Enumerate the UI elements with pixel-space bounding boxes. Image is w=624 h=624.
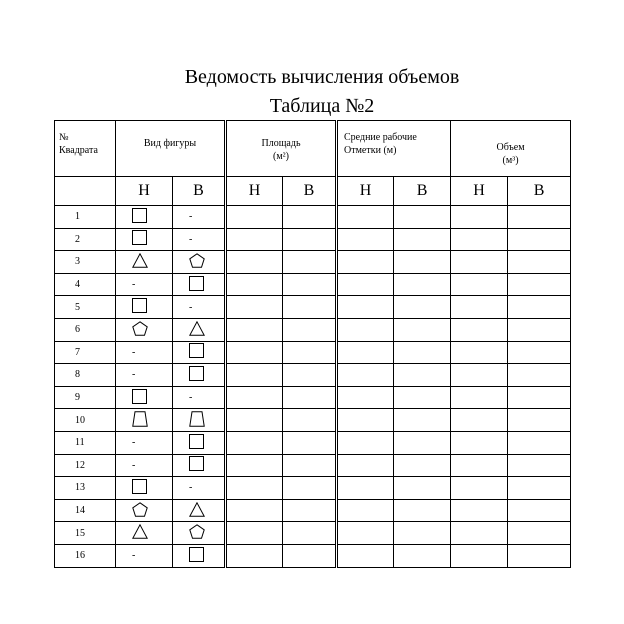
cell-marks-n — [337, 454, 394, 477]
cell-marks-n — [337, 544, 394, 567]
document-title: Ведомость вычисления объемов — [184, 66, 460, 88]
square-icon — [132, 298, 147, 316]
subheader-area-v: В — [283, 177, 337, 206]
header-area: Площадь (м²) — [226, 121, 337, 177]
cell-volume-n — [451, 364, 508, 387]
cell-area-n — [226, 454, 283, 477]
cell-volume-v — [508, 544, 571, 567]
cell-marks-v — [394, 296, 451, 319]
table-row — [55, 364, 571, 387]
cell-area-v — [283, 364, 337, 387]
cell-volume-n — [451, 544, 508, 567]
figure-n-dash — [116, 431, 173, 454]
triangle-icon — [132, 253, 148, 271]
cell-volume-v — [508, 273, 571, 296]
table-row — [55, 206, 571, 229]
cell-area-n — [226, 409, 283, 432]
cell-marks-v — [394, 522, 451, 545]
table-row — [55, 318, 571, 341]
header-figure-type: Вид фигуры — [116, 121, 226, 177]
square-number: 14 — [55, 499, 116, 522]
cell-area-v — [283, 228, 337, 251]
cell-volume-v — [508, 296, 571, 319]
figure-v-dash — [173, 296, 226, 319]
square-number: 6 — [55, 318, 116, 341]
figure-n-dash — [116, 364, 173, 387]
pentagon-icon — [132, 502, 148, 520]
table-row — [55, 409, 571, 432]
header-volume: Объем (м³) — [451, 121, 571, 177]
cell-area-v — [283, 454, 337, 477]
cell-area-v — [283, 386, 337, 409]
cell-volume-n — [451, 273, 508, 296]
cell-area-n — [226, 251, 283, 274]
subheader-volume-v: В — [508, 177, 571, 206]
table-row — [55, 431, 571, 454]
cell-volume-n — [451, 409, 508, 432]
figure-v-square — [173, 544, 226, 567]
cell-marks-v — [394, 251, 451, 274]
figure-n-square — [116, 296, 173, 319]
figure-n-triangle — [116, 522, 173, 545]
cell-volume-v — [508, 454, 571, 477]
square-number: 16 — [55, 544, 116, 567]
cell-volume-n — [451, 318, 508, 341]
figure-v-dash — [173, 206, 226, 229]
figure-n-dash — [116, 341, 173, 364]
cell-area-n — [226, 296, 283, 319]
cell-marks-v — [394, 318, 451, 341]
square-number: 1 — [55, 206, 116, 229]
cell-area-v — [283, 409, 337, 432]
cell-volume-v — [508, 477, 571, 500]
square-number: 4 — [55, 273, 116, 296]
dash: - — [132, 550, 136, 562]
cell-area-n — [226, 364, 283, 387]
table-title: Таблица №2 — [269, 95, 375, 117]
dash: - — [132, 346, 136, 358]
figure-n-pentagon — [116, 499, 173, 522]
square-icon — [189, 547, 204, 565]
figure-n-triangle — [116, 251, 173, 274]
table-row — [55, 296, 571, 319]
square-number: 5 — [55, 296, 116, 319]
triangle-icon — [189, 321, 205, 339]
cell-volume-n — [451, 499, 508, 522]
cell-marks-v — [394, 544, 451, 567]
figure-n-trapezoid — [116, 409, 173, 432]
figure-n-square — [116, 228, 173, 251]
table-row — [55, 544, 571, 567]
volumes-table — [54, 120, 571, 568]
cell-marks-n — [337, 431, 394, 454]
cell-area-v — [283, 522, 337, 545]
square-number: 7 — [55, 341, 116, 364]
pentagon-icon — [189, 253, 205, 271]
square-number: 11 — [55, 431, 116, 454]
cell-marks-n — [337, 228, 394, 251]
subheader-figure-v: В — [173, 177, 226, 206]
figure-n-square — [116, 386, 173, 409]
table-row — [55, 341, 571, 364]
cell-marks-v — [394, 431, 451, 454]
square-number: 12 — [55, 454, 116, 477]
square-number: 8 — [55, 364, 116, 387]
figure-n-pentagon — [116, 318, 173, 341]
cell-volume-n — [451, 296, 508, 319]
square-number: 15 — [55, 522, 116, 545]
cell-marks-v — [394, 477, 451, 500]
cell-volume-n — [451, 251, 508, 274]
cell-marks-n — [337, 251, 394, 274]
pentagon-icon — [189, 524, 205, 542]
cell-volume-n — [451, 477, 508, 500]
header-square-number: № Квадрата — [55, 121, 116, 177]
cell-volume-n — [451, 431, 508, 454]
cell-volume-n — [451, 386, 508, 409]
figure-v-square — [173, 364, 226, 387]
triangle-icon — [189, 502, 205, 520]
cell-area-n — [226, 341, 283, 364]
cell-area-v — [283, 206, 337, 229]
cell-area-v — [283, 251, 337, 274]
cell-marks-v — [394, 499, 451, 522]
subheader-marks-n: Н — [337, 177, 394, 206]
square-icon — [189, 434, 204, 452]
cell-area-n — [226, 206, 283, 229]
cell-volume-v — [508, 409, 571, 432]
figure-v-pentagon — [173, 251, 226, 274]
cell-area-n — [226, 544, 283, 567]
pentagon-icon — [132, 321, 148, 339]
cell-marks-n — [337, 522, 394, 545]
cell-volume-v — [508, 206, 571, 229]
cell-volume-v — [508, 386, 571, 409]
table-row — [55, 454, 571, 477]
square-number: 13 — [55, 477, 116, 500]
cell-area-v — [283, 431, 337, 454]
cell-area-n — [226, 318, 283, 341]
square-icon — [132, 230, 147, 248]
figure-n-square — [116, 206, 173, 229]
cell-marks-n — [337, 477, 394, 500]
cell-volume-n — [451, 341, 508, 364]
cell-volume-n — [451, 454, 508, 477]
cell-marks-v — [394, 409, 451, 432]
square-icon — [132, 208, 147, 226]
triangle-icon — [132, 524, 148, 542]
subheader-marks-v: В — [394, 177, 451, 206]
figure-v-trapezoid — [173, 409, 226, 432]
cell-area-v — [283, 544, 337, 567]
cell-area-n — [226, 499, 283, 522]
table-row — [55, 251, 571, 274]
cell-volume-v — [508, 228, 571, 251]
cell-volume-n — [451, 228, 508, 251]
dash: - — [189, 211, 193, 223]
cell-area-n — [226, 431, 283, 454]
cell-volume-n — [451, 206, 508, 229]
table-row — [55, 499, 571, 522]
dash: - — [189, 482, 193, 494]
cell-volume-v — [508, 318, 571, 341]
figure-n-dash — [116, 273, 173, 296]
cell-area-v — [283, 318, 337, 341]
cell-area-v — [283, 341, 337, 364]
cell-area-v — [283, 499, 337, 522]
trapezoid-icon — [189, 411, 205, 430]
cell-marks-v — [394, 386, 451, 409]
cell-area-n — [226, 386, 283, 409]
square-icon — [189, 366, 204, 384]
dash: - — [132, 279, 136, 291]
figure-v-triangle — [173, 499, 226, 522]
dash: - — [132, 437, 136, 449]
figure-v-square — [173, 454, 226, 477]
cell-area-n — [226, 522, 283, 545]
cell-marks-n — [337, 499, 394, 522]
square-icon — [189, 456, 204, 474]
square-icon — [189, 276, 204, 294]
cell-area-v — [283, 477, 337, 500]
cell-marks-n — [337, 273, 394, 296]
table-row — [55, 228, 571, 251]
figure-v-pentagon — [173, 522, 226, 545]
cell-marks-n — [337, 296, 394, 319]
subheader-area-n: Н — [226, 177, 283, 206]
square-number: 9 — [55, 386, 116, 409]
table-row — [55, 273, 571, 296]
cell-marks-v — [394, 228, 451, 251]
figure-v-square — [173, 273, 226, 296]
dash: - — [189, 301, 193, 313]
cell-marks-v — [394, 364, 451, 387]
cell-area-n — [226, 477, 283, 500]
cell-marks-n — [337, 364, 394, 387]
cell-area-n — [226, 273, 283, 296]
cell-marks-n — [337, 206, 394, 229]
square-icon — [132, 479, 147, 497]
cell-marks-n — [337, 409, 394, 432]
table-row — [55, 477, 571, 500]
square-number: 2 — [55, 228, 116, 251]
dash: - — [132, 369, 136, 381]
trapezoid-icon — [132, 411, 148, 430]
square-number: 10 — [55, 409, 116, 432]
cell-volume-v — [508, 341, 571, 364]
figure-v-square — [173, 431, 226, 454]
cell-marks-n — [337, 341, 394, 364]
dash: - — [189, 392, 193, 404]
figure-n-dash — [116, 544, 173, 567]
figure-v-dash — [173, 386, 226, 409]
figure-v-dash — [173, 477, 226, 500]
cell-area-v — [283, 273, 337, 296]
figure-v-square — [173, 341, 226, 364]
table-row — [55, 386, 571, 409]
square-icon — [132, 389, 147, 407]
square-icon — [189, 343, 204, 361]
dash: - — [132, 459, 136, 471]
cell-volume-n — [451, 522, 508, 545]
cell-volume-v — [508, 431, 571, 454]
cell-marks-n — [337, 318, 394, 341]
subheader-volume-n: Н — [451, 177, 508, 206]
figure-n-square — [116, 477, 173, 500]
header-average-marks: Средние рабочие Отметки (м) — [337, 121, 451, 177]
figure-v-dash — [173, 228, 226, 251]
cell-marks-n — [337, 386, 394, 409]
figure-v-triangle — [173, 318, 226, 341]
subheader-figure-n: Н — [116, 177, 173, 206]
cell-marks-v — [394, 454, 451, 477]
subheader-empty — [55, 177, 116, 206]
dash: - — [189, 233, 193, 245]
cell-marks-v — [394, 206, 451, 229]
cell-volume-v — [508, 522, 571, 545]
cell-volume-v — [508, 364, 571, 387]
cell-volume-v — [508, 499, 571, 522]
cell-marks-v — [394, 341, 451, 364]
cell-volume-v — [508, 251, 571, 274]
cell-area-v — [283, 296, 337, 319]
table-row — [55, 522, 571, 545]
cell-marks-v — [394, 273, 451, 296]
figure-n-dash — [116, 454, 173, 477]
cell-area-n — [226, 228, 283, 251]
square-number: 3 — [55, 251, 116, 274]
